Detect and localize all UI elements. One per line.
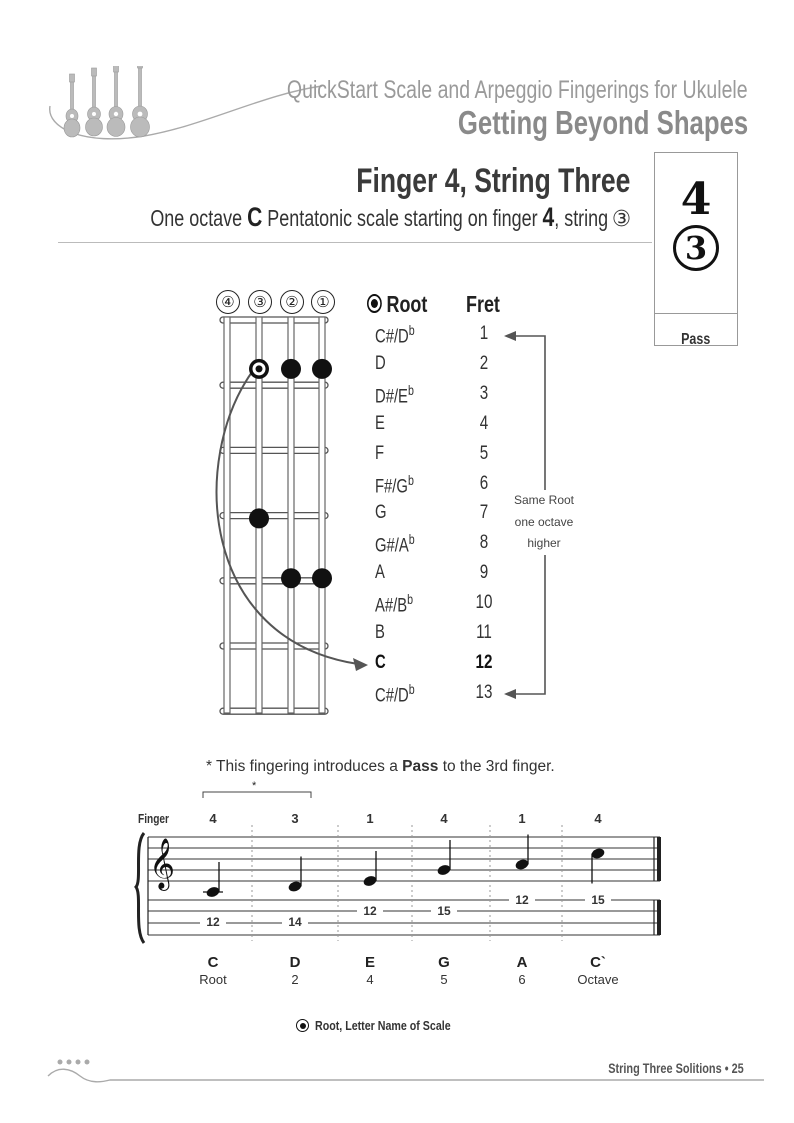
- note-name: D: [375, 352, 386, 374]
- scale-degree: Root: [199, 972, 227, 987]
- badge-top: [655, 175, 737, 314]
- pass-marker: *: [252, 780, 257, 792]
- finger-number: 4: [209, 811, 217, 826]
- root-dot-center: [256, 365, 263, 372]
- end-barline-thick: [657, 837, 661, 881]
- tab-fret-number: 12: [200, 915, 226, 929]
- fret-wire: [220, 643, 328, 649]
- subtitle-prefix: One octave: [150, 205, 242, 231]
- pass-note: * This fingering introduces a Pass to the 3rd finger.: [206, 758, 555, 775]
- finger-dot: [249, 508, 269, 528]
- scale-degree: 6: [518, 972, 526, 987]
- tab-end-barline-thick: [657, 900, 661, 935]
- fret-number: 4: [479, 412, 489, 434]
- root-header: Root: [367, 291, 427, 318]
- fret-number: 7: [479, 502, 489, 524]
- finger-dot: [281, 568, 301, 588]
- finger-dot: [312, 359, 332, 379]
- note-name: $D\#/E^b$: [375, 382, 414, 408]
- subtitle-string-prefix: , string: [554, 205, 608, 231]
- staff-note: [203, 862, 223, 899]
- note-name: $F\#/G^b$: [375, 472, 414, 497]
- fret-wire: [220, 447, 328, 453]
- fret-header: Fret: [466, 291, 500, 317]
- subtitle-string-number: ③: [611, 206, 632, 232]
- tab-fret-number: 12: [357, 904, 383, 918]
- note-letter: E: [364, 954, 375, 971]
- bracket-label: Same Root one octave higher: [510, 490, 578, 555]
- finger-number: 1: [366, 811, 374, 826]
- subtitle-mid: Pentatonic scale starting on finger: [267, 205, 538, 231]
- note-letter: D: [289, 954, 301, 971]
- staff-note: [287, 857, 302, 894]
- section-subtitle: [150, 202, 630, 233]
- note-name: A: [375, 562, 385, 584]
- section-divider: [58, 242, 652, 243]
- badge-finger-number: 4: [680, 174, 712, 225]
- finger-dot: [312, 568, 332, 588]
- fret-wire: [220, 513, 328, 519]
- finger-string-badge: [654, 152, 738, 346]
- fret-wire: [220, 708, 328, 714]
- pass-note-bold: Pass: [402, 758, 439, 775]
- string-number-4: ④: [216, 290, 240, 314]
- subtitle-key: C: [246, 202, 263, 232]
- note-letter: G: [438, 954, 450, 971]
- note-name: $C\#/D^b$: [375, 681, 415, 707]
- badge-string-number: 3: [673, 225, 719, 271]
- fret-number: 3: [479, 382, 489, 404]
- ukulele-logo: [44, 66, 324, 146]
- note-name: E: [375, 412, 385, 434]
- tab-fret-number: 14: [282, 915, 308, 929]
- fret-number: 11: [476, 622, 492, 643]
- string-number-3: ③: [248, 290, 272, 314]
- treble-clef: 𝄞: [149, 838, 176, 889]
- footer-page-label: String Three Solitions • 25: [608, 1060, 744, 1076]
- fret-number: 10: [475, 592, 493, 614]
- tab-fret-number: 15: [431, 904, 457, 918]
- finger-number: 3: [291, 811, 299, 826]
- scale-degree: 5: [440, 972, 448, 987]
- fret-number: 8: [479, 532, 489, 554]
- scale-degree: Octave: [577, 972, 619, 987]
- staff-note: [436, 840, 451, 877]
- fret-number: 1: [479, 323, 489, 344]
- octave-arrowhead: [353, 658, 368, 671]
- note-letter: C`: [590, 954, 606, 971]
- staff-note: [590, 847, 605, 884]
- note-name: C: [375, 651, 386, 673]
- finger-number: 4: [440, 811, 448, 826]
- note-name: F: [375, 442, 385, 464]
- root-legend-icon: [296, 1019, 309, 1032]
- scale-degree: 4: [366, 972, 374, 987]
- fretboard-diagram: [210, 310, 380, 720]
- header-subtitle: QuickStart Scale and Arpeggio Fingerings for Ukulele: [287, 76, 748, 104]
- root-legend: Root, Letter Name of Scale: [296, 1018, 480, 1033]
- subtitle-finger: 4: [542, 202, 555, 232]
- fret-wire: [220, 382, 328, 388]
- note-name: $G\#/A^b$: [375, 532, 415, 557]
- fret-number: 2: [479, 352, 489, 374]
- finger-number: 4: [594, 811, 602, 826]
- fret-number: 5: [479, 442, 489, 464]
- header-title: Getting Beyond Shapes: [457, 104, 748, 141]
- finger-dot: [281, 359, 301, 379]
- note-name: G: [375, 502, 387, 524]
- scale-degree: 2: [291, 972, 299, 987]
- string-line: [224, 317, 230, 713]
- note-name: $A\#/B^b$: [375, 592, 414, 617]
- tab-fret-number: 12: [509, 893, 535, 907]
- fret-number: 6: [479, 472, 489, 494]
- string-number-1: ①: [311, 290, 335, 314]
- string-number-2: ②: [280, 290, 304, 314]
- finger-label: Finger: [138, 811, 169, 826]
- fret-wire: [220, 317, 328, 323]
- note-name: B: [375, 622, 385, 643]
- staff-and-tab: [130, 825, 670, 950]
- fret-number: 9: [479, 562, 489, 584]
- pass-bracket: [200, 780, 316, 800]
- system-brace: [136, 833, 144, 943]
- fret-number: 13: [475, 681, 493, 703]
- note-letter: C: [207, 954, 219, 971]
- fret-number: 12: [475, 651, 493, 673]
- staff-note: [514, 835, 529, 872]
- tab-fret-number: 15: [585, 893, 611, 907]
- root-icon: [367, 294, 382, 313]
- note-letter: A: [516, 954, 528, 971]
- staff-note: [362, 851, 377, 888]
- note-name: $C\#/D^b$: [375, 323, 415, 348]
- finger-number: 1: [518, 811, 526, 826]
- section-title: Finger 4, String Three: [355, 162, 630, 200]
- badge-label: Pass: [681, 331, 711, 348]
